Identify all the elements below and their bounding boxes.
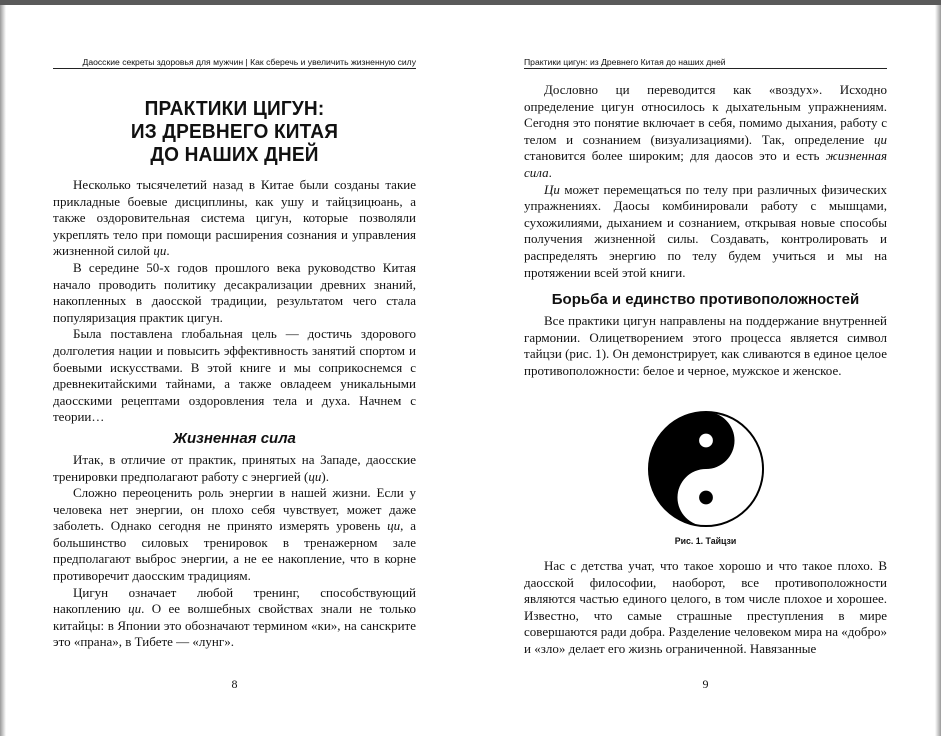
paragraph: Все практики цигун направлены на поддержание внутренней гармонии. Олицетворением этого процесса является символ тайцзи (рис. 1). Он демонстрирует, как сливаются в единое целое противоположности: белое и черное, мужское и женское. — [524, 313, 887, 378]
left-body-text — [53, 177, 416, 651]
paragraph: Сложно переоценить роль энергии в нашей жизни. Если у человека нет энергии, он плохо себя чувствует, может даже заболеть. Однако сегодня не принято измерять уровень ци, а большинство силовых тренировок в тренажерном зале предполагают выброс энергии, а не ее накопление, что в корне противоречит даосским традициям. — [53, 485, 416, 584]
chapter-title-line-1: ПРАКТИКИ ЦИГУН: — [144, 97, 325, 120]
paragraph: Цигун означает любой тренинг, способствующий накоплению ци. О ее волшебных свойствах знали не только китайцы: в Японии это обозначают термином «ки», на санскрите это «прана», в Тибете — «лунг». — [53, 584, 416, 650]
left-page — [53, 0, 416, 736]
subheading-vital-force: Жизненная сила — [173, 429, 296, 447]
page-number-right: 9 — [702, 677, 709, 691]
right-body-text-bottom — [524, 558, 887, 658]
chapter-title-line-2: ИЗ ДРЕВНЕГО КИТАЯ — [130, 120, 339, 143]
figure-caption: Рис. 1. Тайцзи — [674, 536, 737, 546]
paragraph: Нас с детства учат, что такое хорошо и что такое плохо. В даосской философии, наоборот, все противоположности являются частью единого целого, в том числе плохое и хорошее. Известно, что самые страшные преступления в мире совершаются ради добра. Разделение человеком мира на «добро» и «зло» делает его жизнь ограниченной. Навязанные — [524, 558, 887, 656]
running-head-left: Даосские секреты здоровья для мужчин | Как сберечь и увеличить жизненную силу — [53, 57, 416, 69]
right-page — [524, 0, 887, 736]
paragraph: Была поставлена глобальная цель — достичь здорового долголетия нации и повысить эффективность занятий спортом и боевыми искусствами. В этой книге и мы соприкоснемся с древнекитайскими тайнами, а также овладеем уникальными даосскими рецептами оздоровления тела и духа. Начнем с теории… — [53, 326, 416, 425]
chapter-title — [66, 97, 404, 166]
page-number-left: 8 — [231, 677, 238, 691]
page-edge-right — [935, 5, 941, 736]
figure-taiji — [524, 410, 887, 546]
paragraph: Дословно ци переводится как «воздух». Исходно определение цигун относилось к дыхательным упражнениям. Сегодня это понятие включает в себя, помимо дыхания, работу с телом и сознанием (визуализациями). Так, определение ци становится более широким; для даосов это и есть жизненная сила. — [524, 82, 887, 180]
paragraph: Несколько тысячелетий назад в Китае были созданы такие прикладные боевые дисциплины, как ушу и тайцзицюань, а также оздоровительная система цигун, которые позволяли укреплять тело при помощи расширения сознания и управления жизненной силой ци. — [53, 177, 416, 259]
taiji-symbol-icon — [647, 410, 765, 528]
chapter-title-line-3: ДО НАШИХ ДНЕЙ — [150, 143, 319, 166]
paragraph: Итак, в отличие от практик, принятых на Западе, даосские тренировки предполагают работу с энергией (ци). — [53, 451, 416, 484]
running-head-right: Практики цигун: из Древнего Китая до наших дней — [524, 57, 887, 69]
right-body-text-top — [524, 82, 887, 380]
paragraph: В середине 50-х годов прошлого века руководство Китая начало проводить политику десакрализации древних знаний, накопленных в даосской традиции, результатом чего стала популяризация практик цигун. — [53, 259, 416, 325]
subheading-opposites: Борьба и единство противоположностей — [551, 291, 860, 309]
page-edge-left — [0, 5, 6, 736]
paragraph: Ци может перемещаться по телу при различных физических упражнениях. Даосы комбинировали работу с мышцами, сухожилиями, дыханием и сознанием, открывая новые способы получения жизненной силы. Создавать, контролировать и распределять энергию по телу будем учиться и мы на протяжении всей этой книги. — [524, 181, 887, 280]
